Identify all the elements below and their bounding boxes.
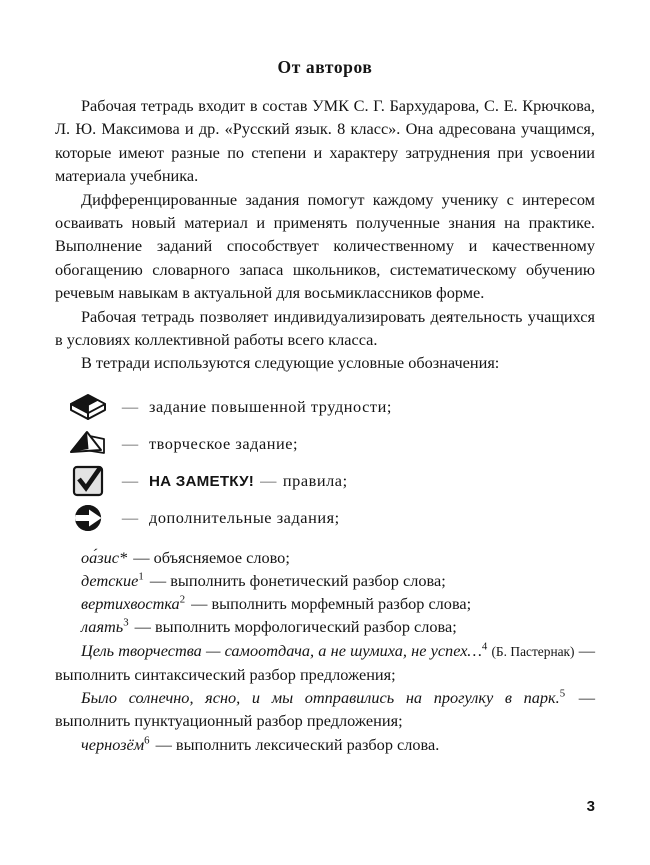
example-term: Было солнечно, ясно, и мы отправились на прогулку в парк. [81, 688, 560, 708]
example-sup: 4 [481, 640, 488, 653]
legend-mid-dash: — [260, 470, 277, 490]
circle-arrow-icon [65, 501, 111, 535]
paragraph-3: Рабочая тетрадь позволяет индивидуализировать деятельность учащихся в условиях коллективной работы всего класса. [55, 306, 595, 350]
example-term: Цель творчества — самоотдача, а не шумиха, не успех… [81, 640, 482, 660]
legend-label: творческое задание; [149, 434, 299, 454]
checkbox-check-icon [65, 464, 111, 498]
legend-item-extra-tasks [55, 500, 595, 537]
legend-item-creative-task [55, 426, 595, 463]
example-term: детские [81, 571, 139, 591]
legend-label: задание повышенной трудности; [149, 397, 392, 417]
example-term: чернозём [81, 734, 145, 754]
legend-label: дополнительные задания; [149, 508, 340, 528]
example-attribution: (Б. Пастернак) [491, 643, 575, 659]
example-desc: выполнить лексический разбор слова. [175, 734, 440, 754]
legend-dash: — [121, 434, 139, 454]
example-dash: — [191, 594, 208, 614]
paragraph-4: В тетради используются следующие условные обозначения: [81, 353, 500, 373]
example-line [55, 733, 595, 756]
example-line [55, 615, 595, 638]
example-desc: выполнить морфемный разбор слова; [211, 594, 472, 614]
example-sup: 6 [144, 734, 150, 747]
example-sup: 3 [123, 617, 129, 630]
example-dash: — [149, 571, 167, 591]
legend-dash: — [121, 508, 139, 528]
example-line [55, 592, 595, 615]
legend-list [55, 389, 595, 537]
example-dash: — [578, 640, 595, 660]
open-box-icon [65, 390, 111, 424]
page-content [55, 55, 595, 756]
example-line [55, 639, 595, 686]
example-desc: объясняемое слово; [153, 547, 290, 567]
example-sup: 5 [559, 687, 566, 700]
legend-label-text: правила; [282, 470, 348, 490]
example-term: вертихвостка [81, 594, 180, 614]
example-dash: — [134, 617, 151, 637]
legend-dash: — [121, 471, 139, 491]
example-desc: выполнить синтаксический разбор предложения; [55, 664, 396, 684]
example-dash: — [133, 547, 150, 567]
page-title: От авторов [277, 57, 373, 77]
example-sup: 1 [138, 570, 144, 583]
example-term: оа́зис* [81, 547, 128, 567]
example-term: лаять [81, 617, 124, 637]
paragraph-1: Рабочая тетрадь входит в состав УМК С. Г. Бархударова, С. Е. Крючкова, Л. Ю. Максимова и др. «Русский язык. 8 класс». Она адресована учащимся, которые имеют разные по степени и характеру затруднения при усвоении материала учебника. [55, 96, 595, 186]
example-desc: выполнить фонетический разбор слова; [170, 571, 446, 591]
page-number: 3 [586, 798, 595, 815]
example-desc: выполнить морфологический разбор слова; [155, 617, 457, 637]
examples-list [55, 546, 595, 756]
paragraph-2: Дифференцированные задания помогут каждому ученику с интересом осваивать новый материал и применять полученные знания на практике. Выполнение заданий способствует количественному и качественному обогащению словарного запаса школьников, систематическому обучению речевым навыкам в актуальной для восьмиклассников форме. [55, 189, 595, 303]
example-desc: выполнить пунктуационный разбор предложения; [55, 711, 403, 731]
legend-item-difficult-task [55, 389, 595, 426]
legend-item-note-rules [55, 463, 595, 500]
paper-plane-icon [65, 427, 111, 461]
legend-label [149, 471, 348, 492]
note-label: НА ЗАМЕТКУ! [149, 472, 255, 490]
example-dash: — [155, 734, 172, 754]
example-line [55, 686, 595, 732]
legend-dash: — [121, 397, 139, 417]
example-line [55, 569, 595, 592]
example-dash: — [578, 688, 595, 708]
example-sup: 2 [179, 593, 186, 606]
example-line [55, 546, 595, 569]
